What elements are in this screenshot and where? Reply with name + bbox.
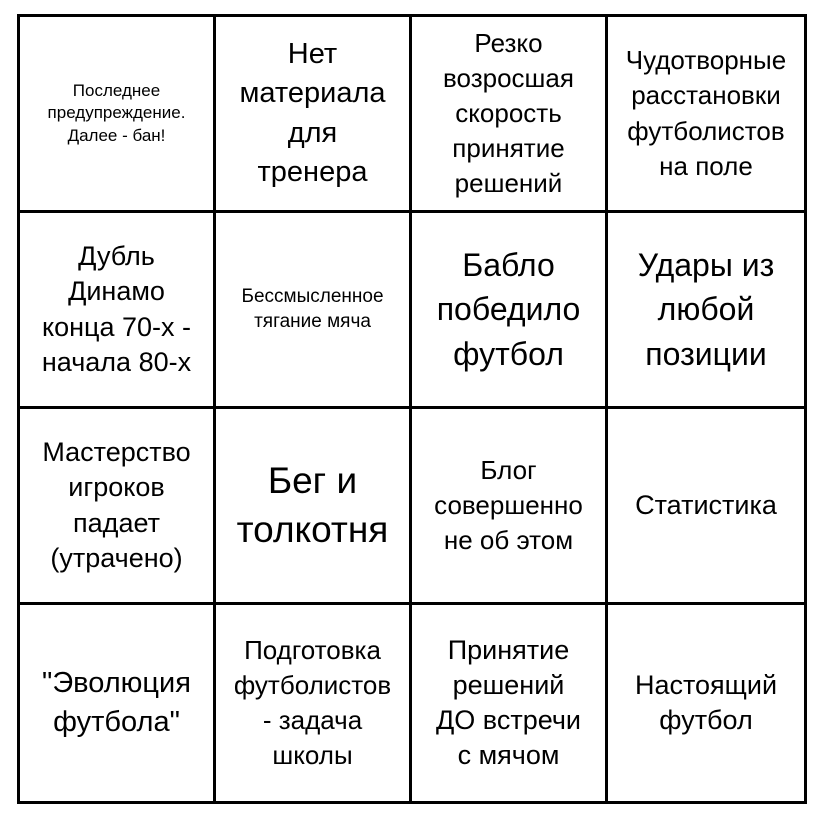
bingo-cell-text: Блог совершенно не об этом bbox=[434, 454, 583, 556]
bingo-cell-text: "Эволюция футбола" bbox=[42, 666, 191, 738]
bingo-cell-8[interactable] bbox=[608, 213, 804, 409]
bingo-cell-2[interactable] bbox=[216, 17, 412, 213]
bingo-cell-text: Удары из любой позиции bbox=[637, 247, 775, 372]
bingo-cell-7[interactable] bbox=[412, 213, 608, 409]
bingo-board bbox=[17, 14, 807, 804]
bingo-cell-text: Дубль Динамо конца 70-х - начала 80-х bbox=[41, 241, 192, 377]
bingo-cell-text: Мастерство игроков падает (утрачено) bbox=[42, 437, 191, 573]
bingo-cell-14[interactable] bbox=[216, 605, 412, 801]
bingo-cell-12[interactable] bbox=[608, 409, 804, 605]
bingo-cell-text: Чудотворные расстановки футболистов на поле bbox=[625, 45, 787, 181]
bingo-cell-text: Статистика bbox=[635, 489, 777, 520]
bingo-cell-9[interactable] bbox=[20, 409, 216, 605]
bingo-cell-text: Резко возросшая скорость принятие решений bbox=[443, 27, 574, 199]
bingo-cell-text: Бессмысленное тягание мяча bbox=[241, 285, 384, 332]
bingo-cell-text: Бабло победило футбол bbox=[436, 247, 581, 372]
bingo-cell-text: Нет материала для тренера bbox=[239, 38, 386, 188]
bingo-cell-16[interactable] bbox=[608, 605, 804, 801]
bingo-cell-15[interactable] bbox=[412, 605, 608, 801]
bingo-cell-6[interactable] bbox=[216, 213, 412, 409]
bingo-cell-text: Настоящий футбол bbox=[634, 669, 778, 735]
bingo-cell-4[interactable] bbox=[608, 17, 804, 213]
bingo-cell-text: Последнее предупреждение. Далее - бан! bbox=[47, 81, 186, 145]
bingo-cell-13[interactable] bbox=[20, 605, 216, 801]
bingo-cell-11[interactable] bbox=[412, 409, 608, 605]
bingo-cell-text: Принятие решений ДО встречи с мячом bbox=[436, 634, 581, 771]
bingo-cell-text: Подготовка футболистов - задача школы bbox=[233, 634, 392, 771]
bingo-cell-text: Бег и толкотня bbox=[236, 460, 389, 550]
bingo-cell-5[interactable] bbox=[20, 213, 216, 409]
bingo-cell-1[interactable] bbox=[20, 17, 216, 213]
bingo-cell-10[interactable] bbox=[216, 409, 412, 605]
bingo-cell-3[interactable] bbox=[412, 17, 608, 213]
